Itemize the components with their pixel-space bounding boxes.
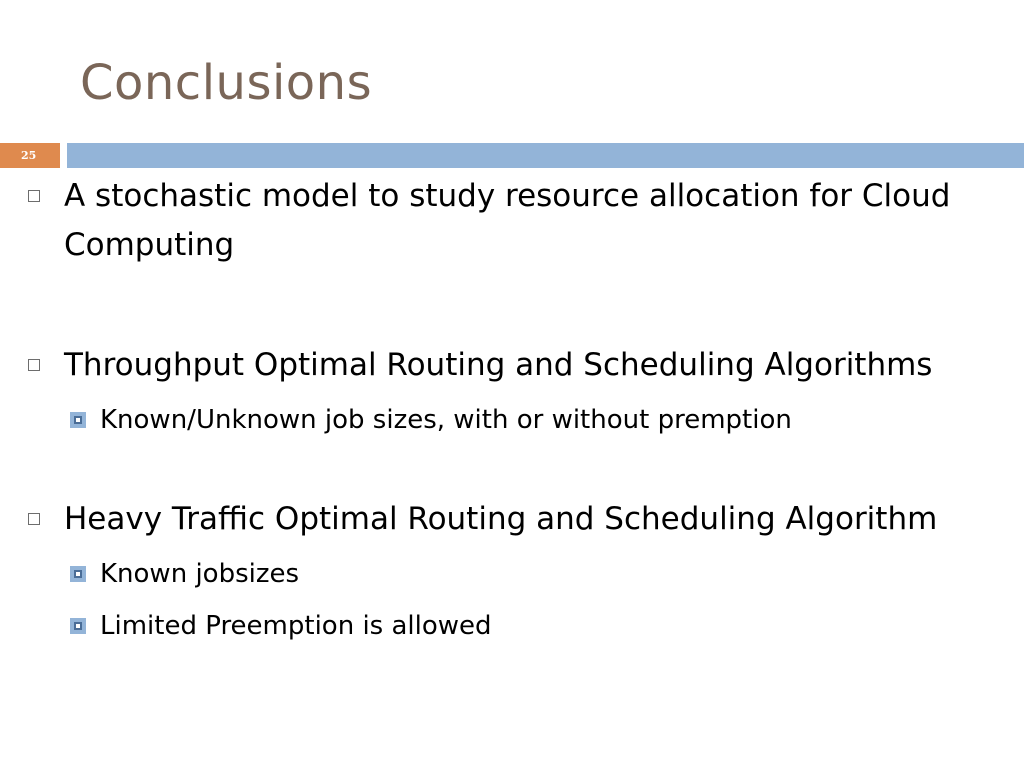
sub-bullet-item [28,394,1018,446]
hollow-square-bullet-icon [28,359,40,371]
sub-bullet-list [28,394,1018,446]
sub-bullet-text: Known/Unknown job sizes, with or without premption [100,405,792,435]
bullet-item [28,172,1018,270]
sub-bullet-text: Known jobsizes [100,559,300,589]
hollow-square-bullet-icon [28,190,40,202]
bullet-text: A stochastic model to study resource allocation for Cloud Computing [64,178,951,263]
bullet-text: Heavy Traffic Optimal Routing and Scheduling Algorithm [64,501,938,537]
title-divider-bar [67,143,1024,168]
bullet-item [28,341,1018,390]
filled-square-bullet-icon [70,618,86,634]
bullet-list [28,172,1018,652]
slide-number-badge: 25 [0,143,60,168]
sub-bullet-text: Limited Preemption is allowed [100,611,492,641]
filled-square-bullet-icon [70,412,86,428]
sub-bullet-item [28,600,1018,652]
bullet-text: Throughput Optimal Routing and Scheduling Algorithms [64,347,933,383]
hollow-square-bullet-icon [28,513,40,525]
bullet-item [28,495,1018,544]
filled-square-bullet-icon [70,566,86,582]
sub-bullet-item [28,548,1018,600]
slide-title: Conclusions [80,55,373,111]
sub-bullet-list [28,548,1018,652]
